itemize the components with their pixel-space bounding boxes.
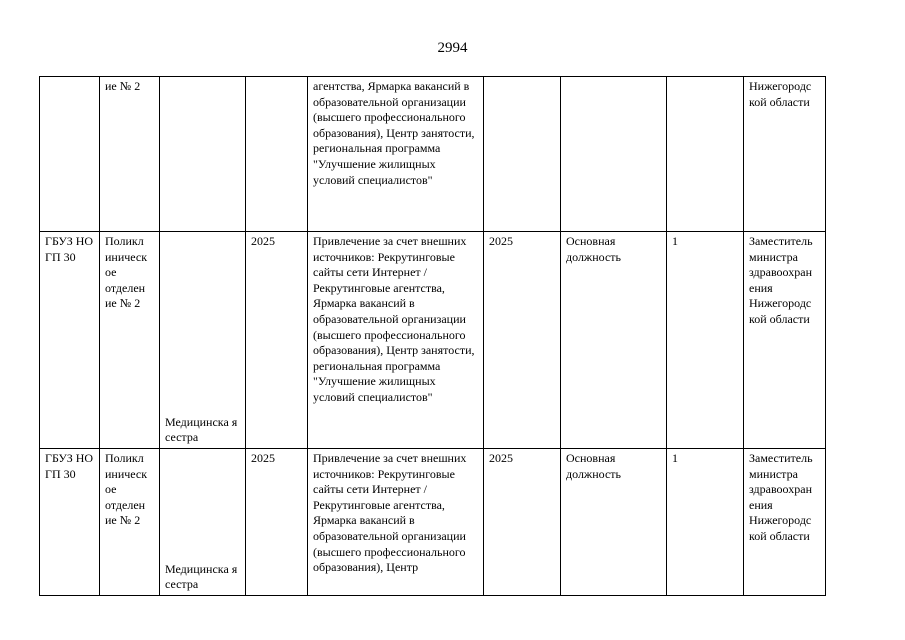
kind-cell: Основная должность [561, 232, 667, 449]
count-cell [667, 77, 744, 232]
org-cell: ГБУЗ НО ГП 30 [40, 232, 100, 449]
division-cell: Поликл иническ ое отделен ие № 2 [100, 232, 160, 449]
responsible-cell: Заместитель министра здравоохран ения Нижегородс кой области [744, 232, 826, 449]
table-row [40, 449, 826, 596]
table-row [40, 77, 826, 232]
division-cell: ие № 2 [100, 77, 160, 232]
position-text: Медицинска я сестра [165, 414, 238, 445]
responsible-cell: Заместитель министра здравоохран ения Нижегородс кой области [744, 449, 826, 596]
year-cell [246, 77, 308, 232]
position-text: Медицинска я сестра [165, 561, 238, 592]
kind-cell [561, 77, 667, 232]
position-cell [160, 449, 246, 596]
year-cell: 2025 [246, 449, 308, 596]
org-cell: ГБУЗ НО ГП 30 [40, 449, 100, 596]
page-number: 2994 [437, 40, 468, 56]
sources-cell: Привлечение за счет внешних источников: Рекрутинговые сайты сети Интернет / Рекрутинговые агентства, Ярмарка вакансий в образовательной организации (высшего профессионального образования), Центр [308, 449, 484, 596]
sources-cell: агентства, Ярмарка вакансий в образовательной организации (высшего профессионального образования), Центр занятости, региональная программа "Улучшение жилищных условий специалистов" [308, 77, 484, 232]
responsible-cell: Нижегородс кой области [744, 77, 826, 232]
year2-cell [484, 77, 561, 232]
staffing-table [39, 76, 826, 596]
position-cell [160, 77, 246, 232]
count-cell: 1 [667, 232, 744, 449]
sources-cell: Привлечение за счет внешних источников: Рекрутинговые сайты сети Интернет / Рекрутинговые агентства, Ярмарка вакансий в образовательной организации (высшего профессионального образования), Центр занятости, региональная программа "Улучшение жилищных условий специалистов" [308, 232, 484, 449]
count-cell: 1 [667, 449, 744, 596]
division-cell: Поликл иническ ое отделен ие № 2 [100, 449, 160, 596]
kind-cell: Основная должность [561, 449, 667, 596]
year2-cell: 2025 [484, 449, 561, 596]
table-row [40, 232, 826, 449]
org-cell [40, 77, 100, 232]
year-cell: 2025 [246, 232, 308, 449]
year2-cell: 2025 [484, 232, 561, 449]
position-cell [160, 232, 246, 449]
